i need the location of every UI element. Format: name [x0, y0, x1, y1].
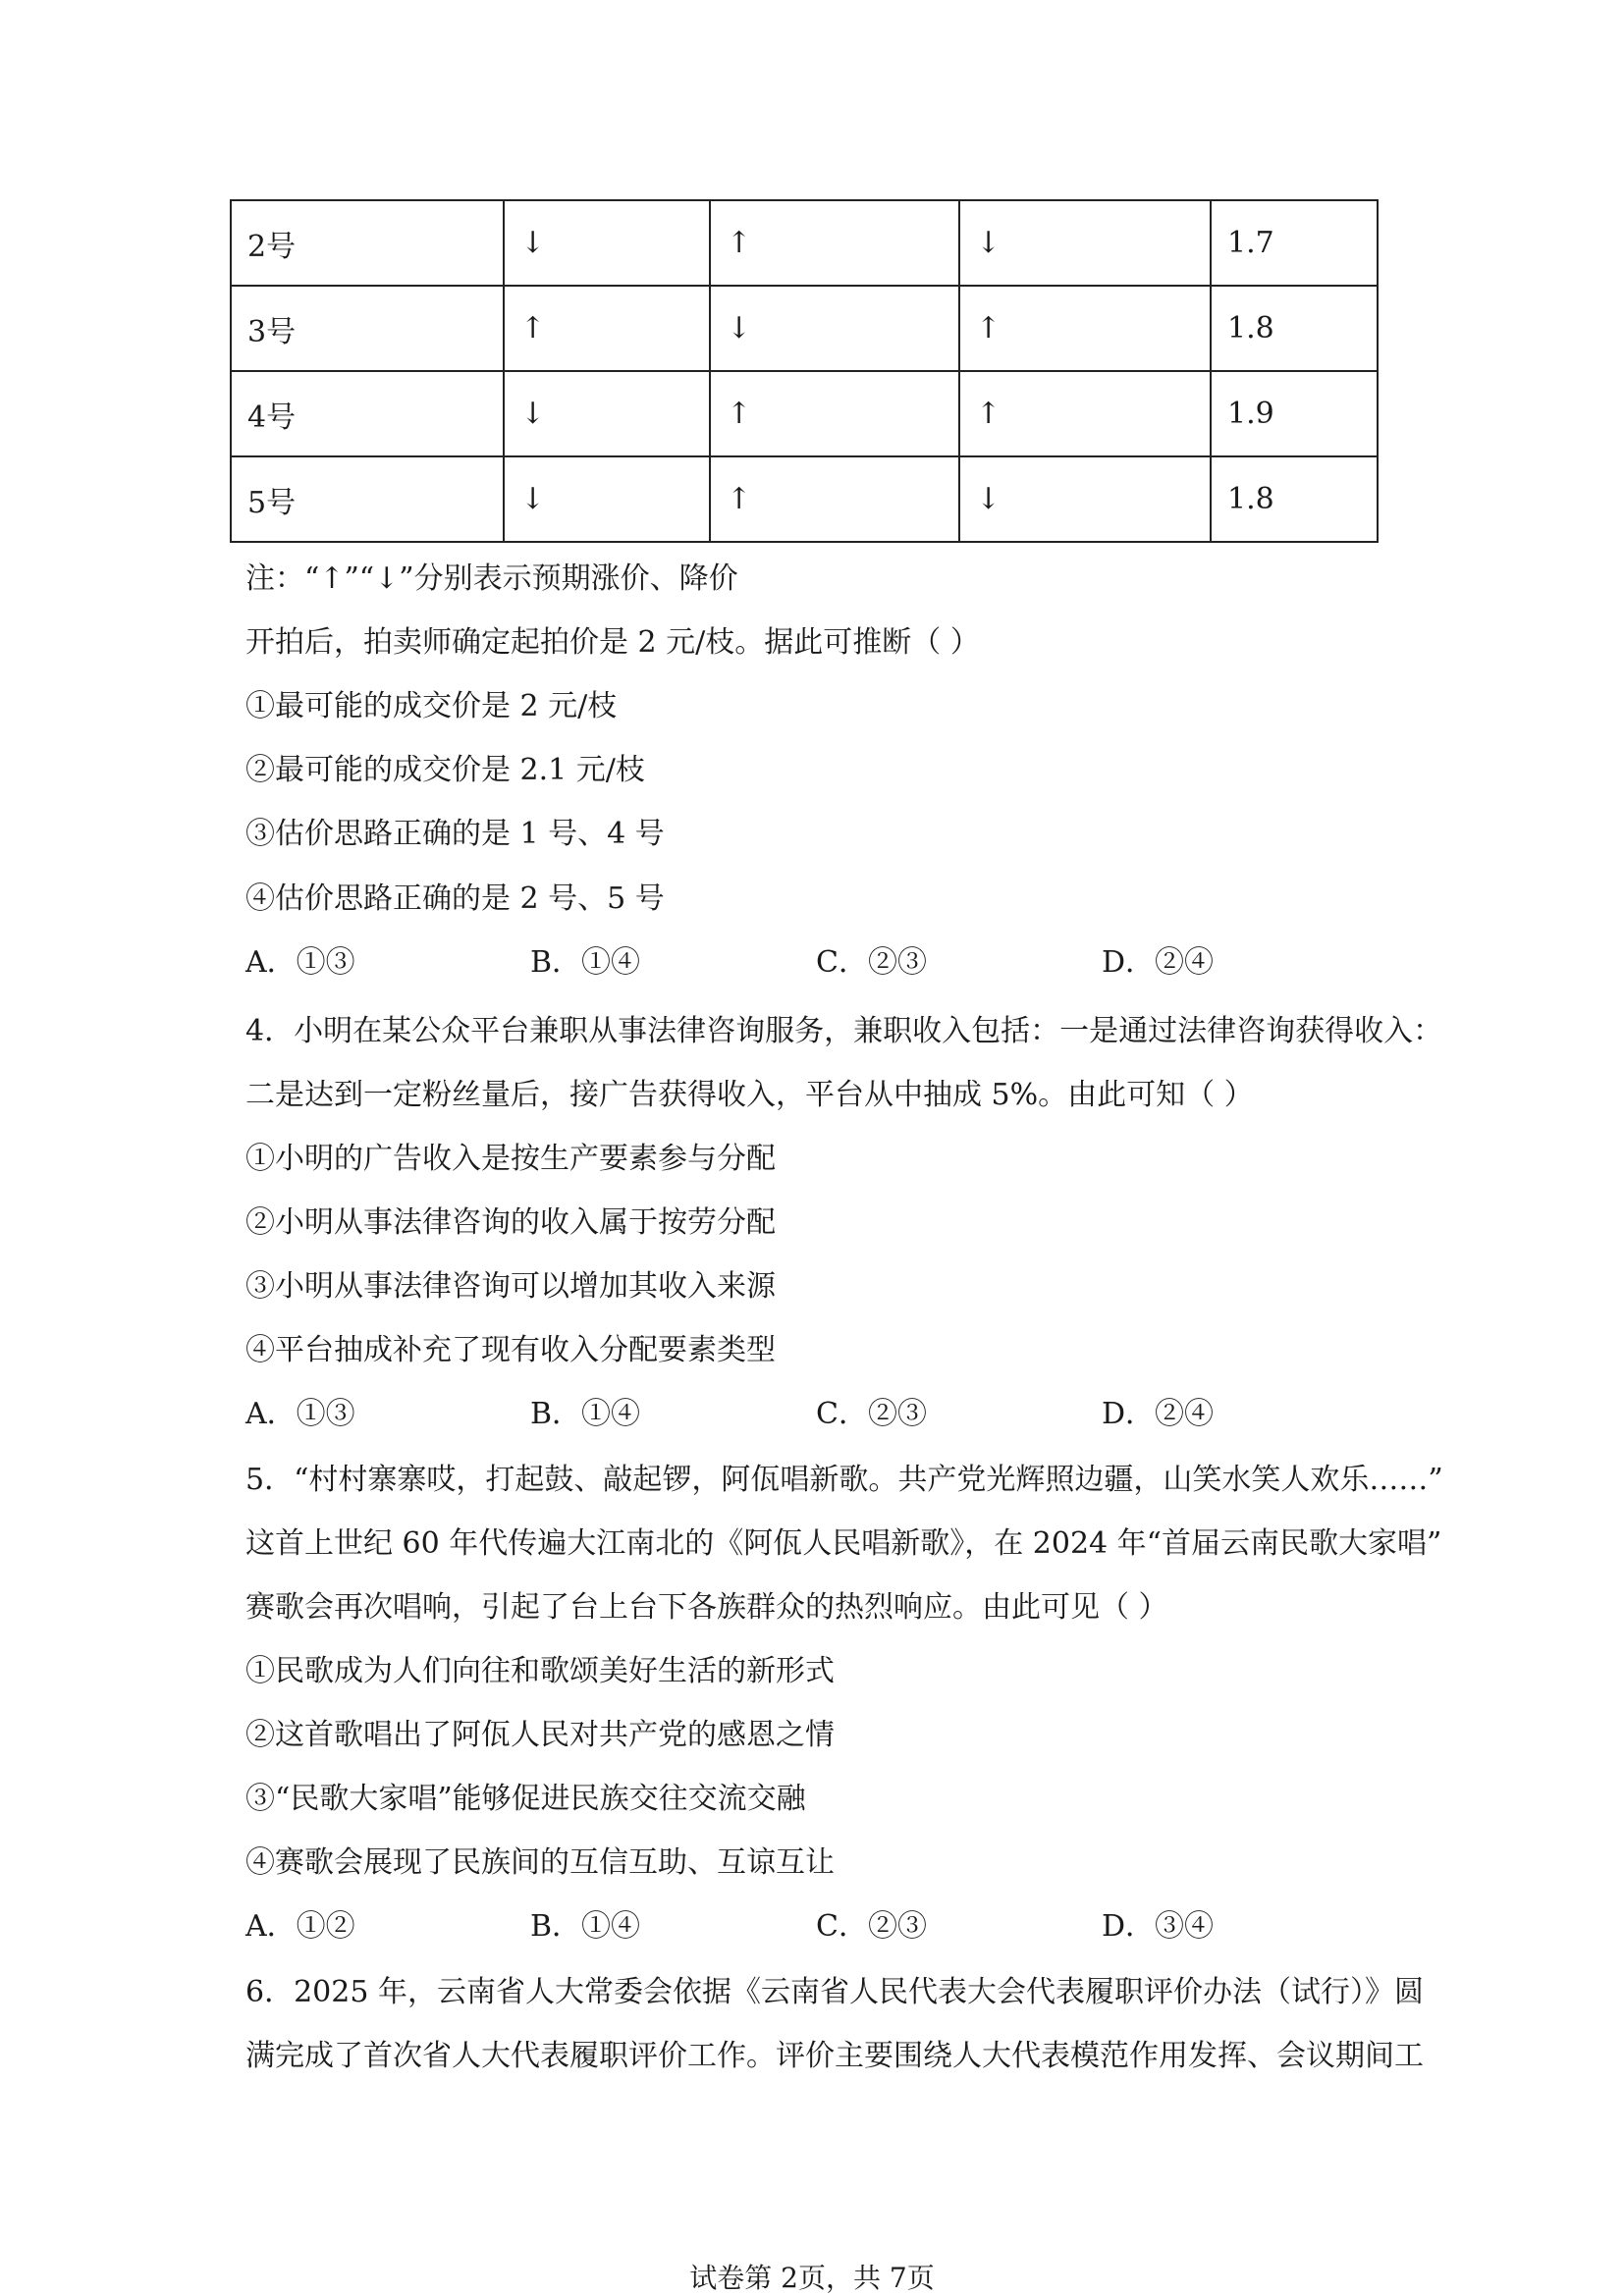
q5-stem-line: 这首上世纪 60 年代传遍大江南北的《阿佤人民唱新歌》，在 2024 年“首届云南民歌大家唱” [245, 1526, 1442, 1561]
q5-stem-line: 赛歌会再次唱响，引起了台上台下各族群众的热烈响应。由此可见（ ） [245, 1590, 1168, 1625]
table-note: 注：“↑”“↓”分别表示预期涨价、降价 [245, 561, 738, 596]
table-cell: ↓ [959, 200, 1211, 286]
table-cell: 2号 [231, 200, 504, 286]
q3-option-a: A．①③ [245, 945, 355, 980]
q5-item: ②这首歌唱出了阿佤人民对共产党的感恩之情 [245, 1718, 835, 1752]
table-cell: 1.9 [1211, 371, 1378, 456]
table-cell: 5号 [231, 456, 504, 542]
table-cell: 1.8 [1211, 286, 1378, 371]
q5-item: ④赛歌会展现了民族间的互信互助、互谅互让 [245, 1845, 835, 1880]
q4-stem-line: 4．小明在某公众平台兼职从事法律咨询服务，兼职收入包括：一是通过法律咨询获得收入： [245, 1014, 1443, 1048]
table-cell: ↑ [710, 200, 959, 286]
table-cell: ↓ [710, 286, 959, 371]
q3-item: ③估价思路正确的是 1 号、4 号 [245, 817, 665, 851]
table-cell: ↓ [504, 200, 710, 286]
q3-option-c: C．②③ [816, 945, 927, 980]
q3-stem: 开拍后，拍卖师确定起拍价是 2 元/枝。据此可推断（ ） [245, 625, 980, 660]
table-row [231, 456, 1378, 542]
table-row [231, 371, 1378, 456]
q3-item: ④估价思路正确的是 2 号、5 号 [245, 881, 665, 916]
q4-item: ④平台抽成补充了现有收入分配要素类型 [245, 1333, 776, 1367]
table-body [231, 200, 1378, 542]
q4-option-a: A．①③ [245, 1397, 355, 1431]
q4-option-c: C．②③ [816, 1397, 927, 1431]
table-row [231, 200, 1378, 286]
table-cell: 3号 [231, 286, 504, 371]
table-cell: ↓ [504, 456, 710, 542]
q5-stem-line: 5．“村村寨寨哎，打起鼓、敲起锣，阿佤唱新歌。共产党光辉照边疆，山笑水笑人欢乐……” [245, 1463, 1443, 1497]
q5-option-b: B．①④ [530, 1909, 641, 1944]
q6-stem-line: 满完成了首次省人大代表履职评价工作。评价主要围绕人大代表模范作用发挥、会议期间工 [245, 2039, 1424, 2073]
q3-option-d: D．②④ [1102, 945, 1215, 980]
price-estimate-table [230, 199, 1379, 543]
table-cell: ↑ [959, 286, 1211, 371]
table-cell: ↓ [504, 371, 710, 456]
table-cell: ↓ [959, 456, 1211, 542]
q3-option-b: B．①④ [530, 945, 641, 980]
page-footer: 试卷第 2页，共 7页 [689, 2262, 935, 2294]
q5-option-c: C．②③ [816, 1909, 927, 1944]
q5-item: ①民歌成为人们向往和歌颂美好生活的新形式 [245, 1654, 835, 1688]
table-cell: ↑ [959, 371, 1211, 456]
q5-option-a: A．①② [245, 1909, 355, 1944]
q5-option-d: D．③④ [1102, 1909, 1215, 1944]
table-row [231, 286, 1378, 371]
q5-item: ③“民歌大家唱”能够促进民族交往交流交融 [245, 1782, 806, 1816]
table-cell: 1.7 [1211, 200, 1378, 286]
table-cell: ↑ [504, 286, 710, 371]
q4-stem-line: 二是达到一定粉丝量后，接广告获得收入，平台从中抽成 5%。由此可知（ ） [245, 1078, 1254, 1112]
table-cell: 4号 [231, 371, 504, 456]
q4-option-d: D．②④ [1102, 1397, 1215, 1431]
table-cell: ↑ [710, 371, 959, 456]
q4-option-b: B．①④ [530, 1397, 641, 1431]
q4-item: ②小明从事法律咨询的收入属于按劳分配 [245, 1205, 776, 1240]
q6-stem-line: 6．2025 年，云南省人大常委会依据《云南省人民代表大会代表履职评价办法（试行）》圆 [245, 1975, 1424, 2009]
q3-item: ②最可能的成交价是 2.1 元/枝 [245, 753, 645, 787]
q4-item: ①小明的广告收入是按生产要素参与分配 [245, 1142, 776, 1176]
table-cell: 1.8 [1211, 456, 1378, 542]
q4-item: ③小明从事法律咨询可以增加其收入来源 [245, 1269, 776, 1304]
q3-item: ①最可能的成交价是 2 元/枝 [245, 689, 618, 723]
table-cell: ↑ [710, 456, 959, 542]
